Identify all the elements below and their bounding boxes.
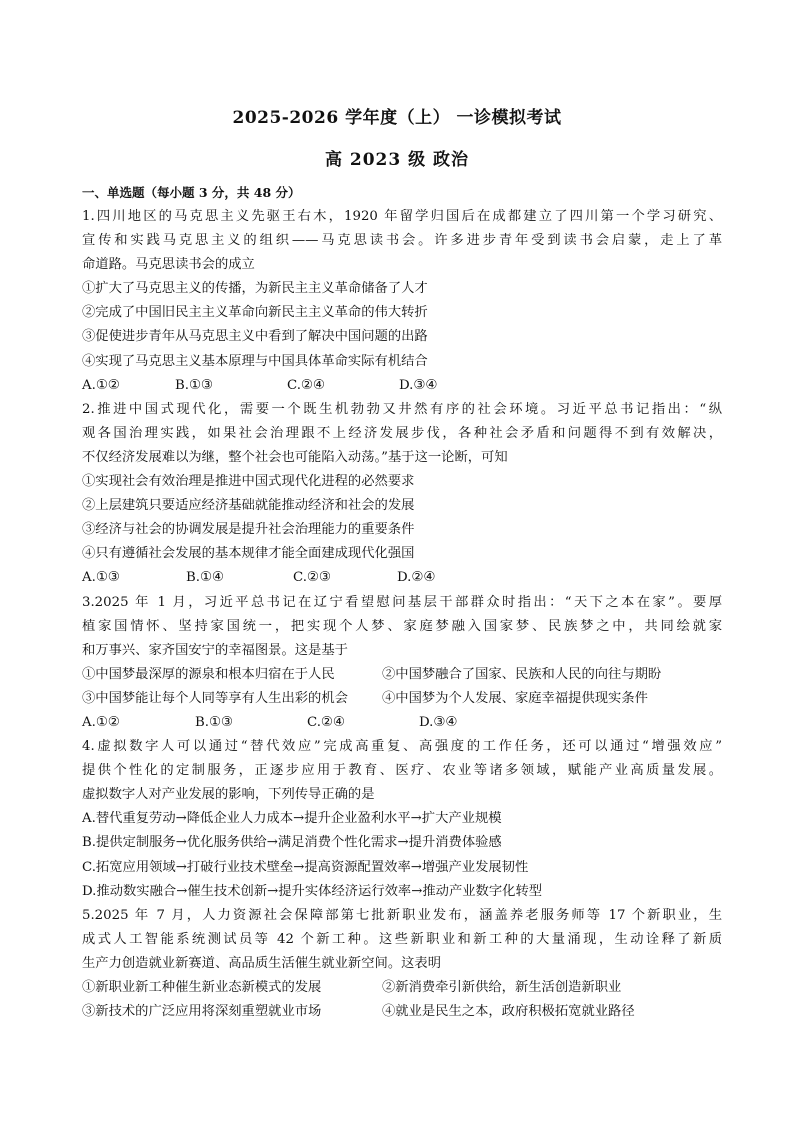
question-stem-line: 生产力创造就业新赛道、高品质生活催生就业新空间。这表明	[82, 955, 442, 971]
answer-options	[82, 566, 722, 590]
question-stem-line: 不仅经济发展难以为继，整个社会也可能陷入动荡。”基于这一论断，可知	[82, 449, 508, 465]
statement-pair	[82, 687, 722, 711]
question-stem-line: 和万事兴、家齐国安宁的幸福图景。这是基于	[82, 642, 348, 658]
question-stem-line: 2.推进中国式现代化，需要一个既生机勃勃又井然有序的社会环境。习近平总书记指出：“纵	[82, 401, 722, 417]
option-a: A.①②	[82, 377, 120, 393]
statement-pair	[82, 976, 722, 1000]
statement-item: ①实现社会有效治理是推进中国式现代化进程的必然要求	[82, 474, 415, 490]
statement-item: ③促使进步青年从马克思主义中看到了解决中国问题的出路	[82, 329, 428, 345]
option-a: A.①②	[82, 714, 120, 730]
question-stem-line: 4.虚拟数字人可以通过“替代效应”完成高重复、高强度的工作任务，还可以通过“增强效应”	[82, 739, 722, 755]
statement-item: ②完成了中国旧民主主义革命向新民主主义革命的伟大转折	[82, 305, 428, 321]
statement-item: ④只有遵循社会发展的基本规律才能全面建成现代化强国	[82, 546, 415, 562]
question-stem-line: 观各国治理实践，如果社会治理跟不上经济发展步伐，各种社会矛盾和问题得不到有效解决，	[82, 425, 722, 441]
question-2	[82, 398, 722, 591]
option-d: D.推动数实融合→催生技术创新→提升实体经济运行效率→推动产业数字化转型	[82, 883, 543, 899]
statement-item: ④中国梦为个人发展、家庭幸福提供现实条件	[382, 690, 648, 706]
option-c: C.②④	[307, 714, 345, 730]
option-c: C.②③	[293, 570, 331, 586]
statement-pair	[82, 1000, 722, 1024]
option-d: D.②④	[397, 570, 436, 586]
statement-item: ①扩大了马克思主义的传播，为新民主主义革命储备了人才	[82, 281, 428, 297]
question-stem-line: 植家国情怀、坚持家国统一，把实现个人梦、家庭梦融入国家梦、民族梦之中，共同绘就家	[82, 618, 722, 634]
question-stem-line: 1.四川地区的马克思主义先驱王右木，1920 年留学归国后在成都建立了四川第一个学习研究、	[82, 209, 722, 224]
exam-subtitle: 高 2023 级 政治	[324, 150, 470, 170]
statement-item: ②上层建筑只要适应经济基础就能推动经济和社会的发展	[82, 498, 415, 514]
section-heading: 一、单选题（每小题 3 分，共 48 分）	[82, 185, 301, 200]
exam-title: 2025-2026 学年度（上） 一诊模拟考试	[232, 108, 562, 128]
option-b: B.提供定制服务→优化服务供给→满足消费个性化需求→提升消费体验感	[82, 835, 502, 851]
statement-item: ④实现了马克思主义基本原理与中国具体革命实际有机结合	[82, 353, 428, 369]
question-stem-line: 命道路。马克思读书会的成立	[82, 257, 255, 273]
statement-item: ④就业是民生之本，政府积极拓宽就业路径	[382, 1004, 635, 1020]
question-stem-line: 宣传和实践马克思主义的组织——马克思读书会。许多进步青年受到读书会启蒙，走上了革	[82, 233, 722, 249]
statement-item: ③中国梦能让每个人同等享有人生出彩的机会	[82, 690, 348, 706]
statement-item: ②新消费牵引新供给，新生活创造新职业	[382, 980, 622, 995]
answer-options	[82, 374, 722, 398]
question-stem-line: 5.2025 年 7 月，人力资源社会保障部第七批新职业发布，涵盖养老服务师等 17 个新职业，生	[82, 907, 722, 923]
question-stem-line: 成式人工智能系统测试员等 42 个新工种。这些新职业和新工种的大量涌现，生动诠释了新质	[82, 931, 722, 947]
statement-item: ③经济与社会的协调发展是提升社会治理能力的重要条件	[82, 522, 415, 538]
question-5	[82, 904, 722, 1024]
option-b: B.①④	[186, 570, 224, 586]
question-stem-line: 3.2025 年 1 月，习近平总书记在辽宁看望慰问基层干部群众时指出：“天下之本在家”。要厚	[82, 594, 722, 610]
option-d: D.③④	[419, 714, 458, 730]
option-a: A.替代重复劳动→降低企业人力成本→提升企业盈利水平→扩大产业规模	[82, 811, 502, 827]
option-a: A.①③	[82, 570, 120, 586]
option-d: D.③④	[399, 377, 438, 393]
option-b: B.①③	[175, 377, 213, 393]
option-b: B.①③	[195, 714, 233, 730]
question-stem-line: 提供个性化的定制服务，正逐步应用于教育、医疗、农业等诸多领域，赋能产业高质量发展。	[82, 763, 722, 779]
statement-item: ①新职业新工种催生新业态新模式的发展	[82, 980, 322, 995]
option-c: C.拓宽应用领域→打破行业技术壁垒→提高资源配置效率→增强产业发展韧性	[82, 859, 529, 875]
statement-item: ①中国梦最深厚的源泉和根本归宿在于人民	[82, 666, 335, 682]
question-1	[82, 205, 722, 398]
statement-pair	[82, 663, 722, 687]
question-stem-line: 虚拟数字人对产业发展的影响，下列传导正确的是	[82, 787, 375, 803]
statement-item: ③新技术的广泛应用将深刻重塑就业市场	[82, 1004, 322, 1020]
question-3	[82, 591, 722, 736]
answer-options	[82, 711, 722, 735]
question-list	[82, 205, 722, 1024]
statement-item: ②中国梦融合了国家、民族和人民的向往与期盼	[382, 666, 662, 682]
option-c: C.②④	[287, 377, 325, 393]
question-4	[82, 735, 722, 904]
